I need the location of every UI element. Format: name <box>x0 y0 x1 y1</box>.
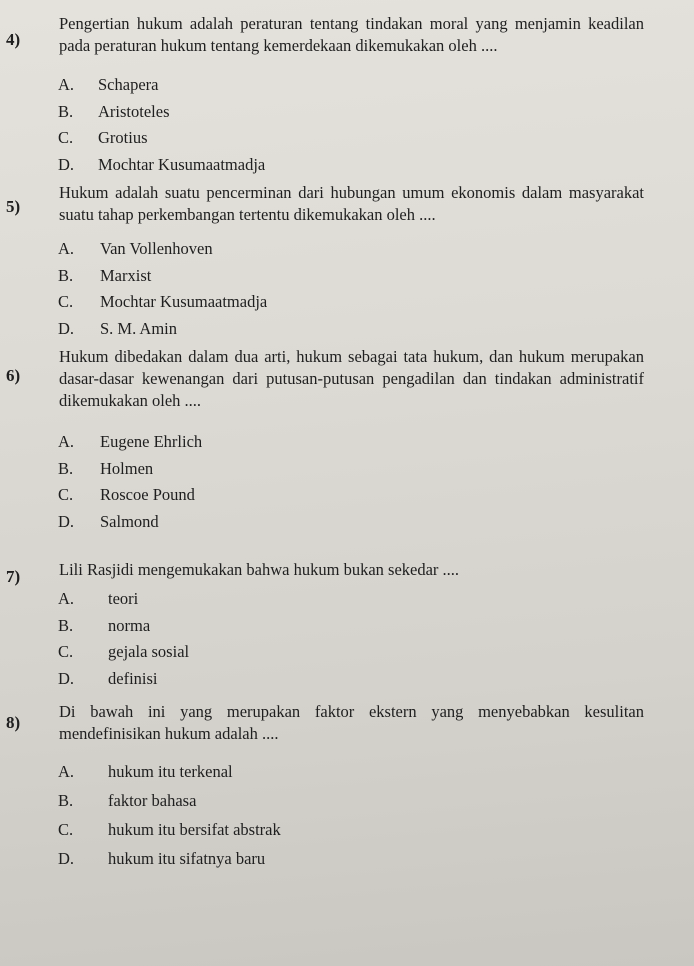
option-text: Roscoe Pound <box>100 485 195 505</box>
question-number: 7) <box>6 567 21 586</box>
option-letter: D. <box>58 318 75 338</box>
option-text: definisi <box>108 668 158 688</box>
option-text: Salmond <box>100 511 159 531</box>
option-b[interactable] <box>58 789 281 813</box>
option-text: S. M. Amin <box>100 318 178 338</box>
option-letter: C. <box>58 485 74 505</box>
option-list <box>58 237 267 343</box>
option-c[interactable] <box>58 818 281 842</box>
option-text: Holmen <box>100 458 154 478</box>
option-text: Eugene Ehrlich <box>100 432 203 451</box>
option-b[interactable] <box>58 457 202 481</box>
option-a[interactable] <box>58 237 267 261</box>
option-c[interactable] <box>58 483 202 507</box>
option-letter: D. <box>58 154 75 174</box>
option-letter: D. <box>58 511 75 531</box>
option-text: Aristoteles <box>98 101 170 121</box>
option-letter: A. <box>58 762 75 781</box>
option-text: faktor bahasa <box>108 791 197 810</box>
question-number: 4) <box>6 30 21 49</box>
option-letter: A. <box>58 75 75 94</box>
option-letter: D. <box>58 849 75 868</box>
option-a[interactable] <box>58 73 265 97</box>
option-letter: A. <box>58 239 75 258</box>
question-number: 6) <box>6 366 21 385</box>
option-a[interactable] <box>58 430 202 454</box>
option-c[interactable] <box>58 290 267 314</box>
option-text: Mochtar Kusumaatmadja <box>98 154 266 174</box>
option-text: Mochtar Kusumaatmadja <box>100 292 268 312</box>
option-letter: A. <box>58 589 75 608</box>
option-a[interactable] <box>58 760 281 784</box>
question-text: Hukum adalah suatu pencerminan dari hubungan umum ekonomis dalam masyarakat suatu tahap perkembangan tertentu dikemukakan oleh .... <box>59 183 644 224</box>
question-number: 8) <box>6 713 21 732</box>
option-letter: B. <box>58 265 74 285</box>
option-letter: C. <box>58 820 74 839</box>
option-letter: A. <box>58 432 75 451</box>
option-text: Van Vollenhoven <box>100 239 213 258</box>
option-text: norma <box>108 615 151 635</box>
option-letter: B. <box>58 101 74 121</box>
option-c[interactable] <box>58 640 189 664</box>
option-letter: B. <box>58 615 74 635</box>
question-text: Lili Rasjidi mengemukakan bahwa hukum bukan sekedar .... <box>59 560 460 579</box>
option-d[interactable] <box>58 510 202 534</box>
question-text: Hukum dibedakan dalam dua arti, hukum sebagai tata hukum, dan hukum merupakan dasar-dasar kewenangan dari putusan-putusan pengadilan dan tindakan administratif dikemukakan oleh .... <box>59 347 644 410</box>
option-text: hukum itu terkenal <box>108 762 233 781</box>
option-b[interactable] <box>58 614 189 638</box>
option-d[interactable] <box>58 667 189 691</box>
question-text: Pengertian hukum adalah peraturan tentang tindakan moral yang menjamin keadilan pada peraturan hukum tentang kemerdekaan dikemukakan oleh .... <box>59 14 644 55</box>
option-d[interactable] <box>58 317 267 341</box>
option-b[interactable] <box>58 264 267 288</box>
option-letter: B. <box>58 458 74 478</box>
option-text: Schapera <box>98 75 159 94</box>
option-b[interactable] <box>58 100 265 124</box>
question-number: 5) <box>6 197 21 216</box>
option-list <box>58 73 265 179</box>
option-d[interactable] <box>58 153 265 177</box>
option-c[interactable] <box>58 126 265 150</box>
option-text: teori <box>108 589 139 608</box>
option-letter: B. <box>58 791 74 810</box>
option-letter: C. <box>58 128 74 148</box>
question-text: Di bawah ini yang merupakan faktor ekstern yang menyebabkan kesulitan mendefinisikan hukum adalah .... <box>59 702 644 743</box>
option-a[interactable] <box>58 587 189 611</box>
option-list <box>58 430 202 536</box>
option-text: Marxist <box>100 265 152 285</box>
option-letter: C. <box>58 642 74 662</box>
option-text: hukum itu sifatnya baru <box>108 849 266 868</box>
option-d[interactable] <box>58 847 281 871</box>
option-text: hukum itu bersifat abstrak <box>108 820 281 839</box>
option-text: gejala sosial <box>108 642 190 662</box>
option-letter: D. <box>58 668 75 688</box>
option-letter: C. <box>58 292 74 312</box>
option-list <box>58 760 281 876</box>
option-list <box>58 587 189 693</box>
option-text: Grotius <box>98 128 148 148</box>
